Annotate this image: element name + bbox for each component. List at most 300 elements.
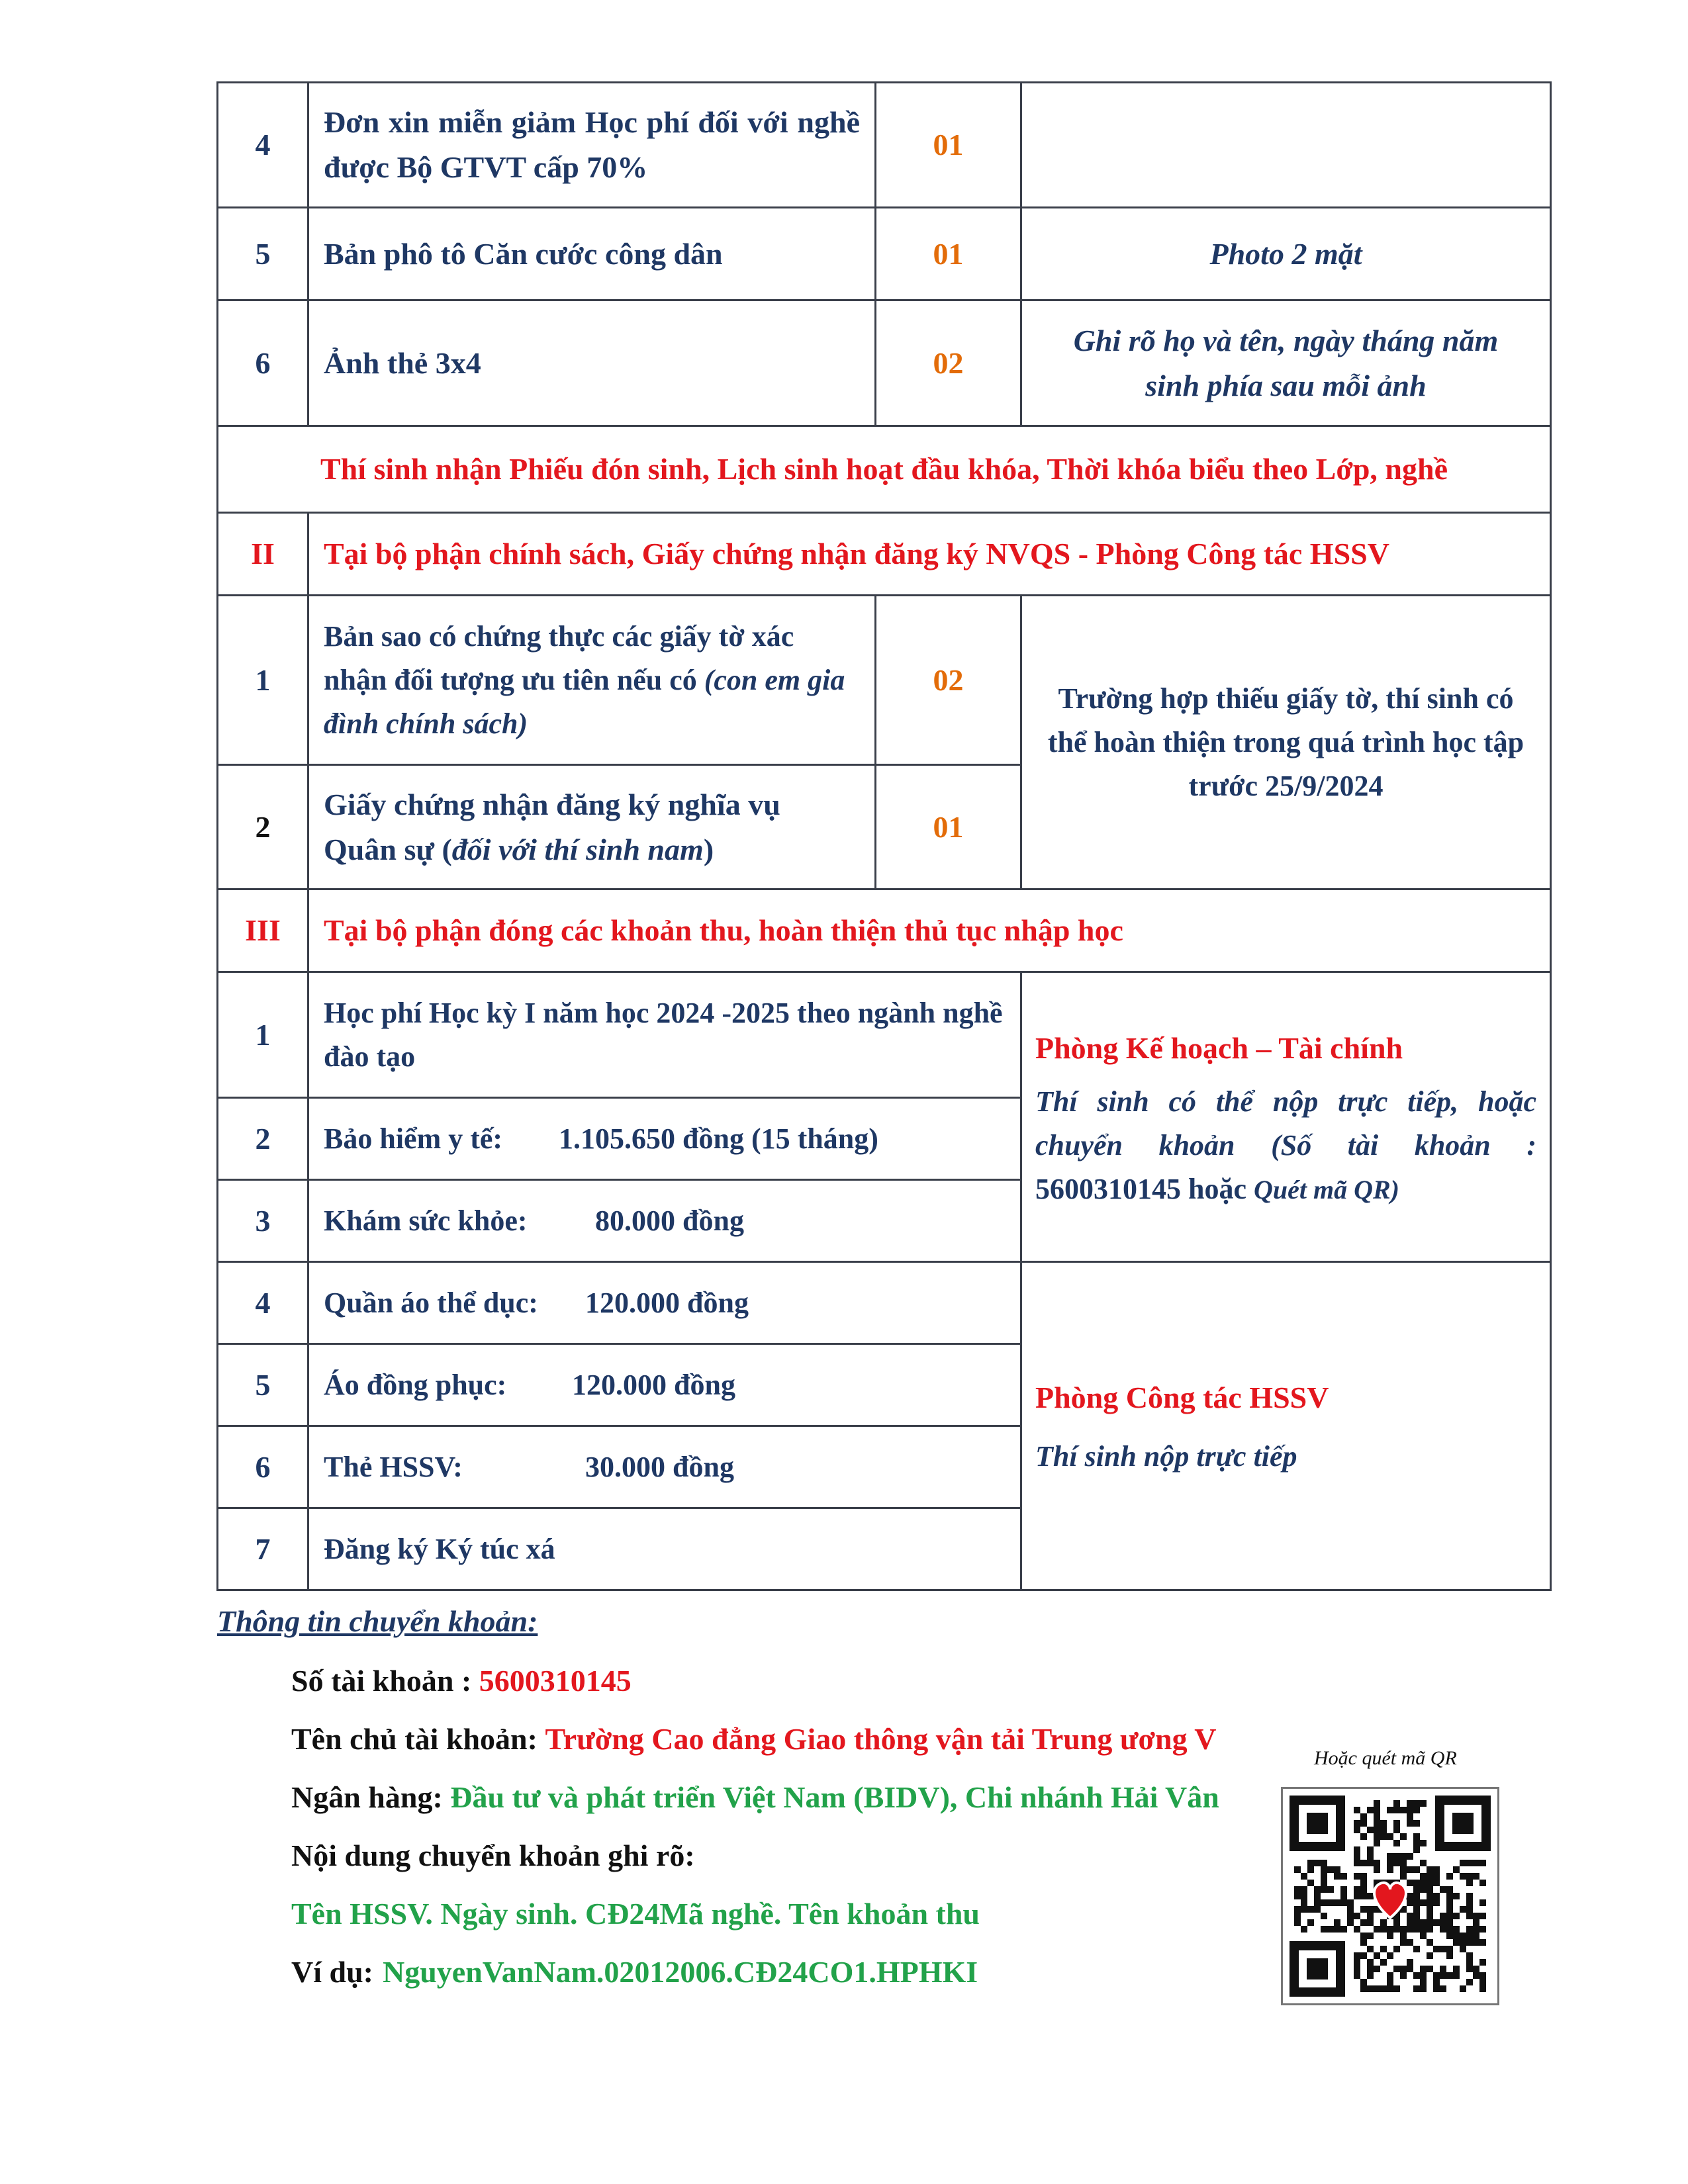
qr-module (1314, 1860, 1321, 1866)
qr-module (1321, 1886, 1327, 1893)
s3-row5-text (307, 1343, 1022, 1427)
qr-module (1327, 1899, 1334, 1906)
qr-module (1413, 1899, 1420, 1906)
example-label: Ví dụ: (291, 1955, 373, 1989)
qr-module (1407, 1926, 1413, 1933)
qr-module (1301, 1873, 1307, 1880)
qr-module (1420, 1933, 1427, 1939)
qr-module (1407, 1919, 1413, 1926)
s2-row2-text-main: Giấy chứng nhận đăng ký nghĩa vụ Quân sự ( (324, 787, 780, 866)
qr-module (1427, 1906, 1433, 1913)
qr-module (1473, 1972, 1479, 1979)
qr-module (1427, 1926, 1433, 1933)
s3-office2-note: Thí sinh nộp trực tiếp (1035, 1440, 1297, 1473)
qr-module (1367, 1860, 1374, 1866)
qr-module (1347, 1919, 1354, 1926)
qr-module (1327, 1886, 1334, 1893)
s3-row2-label: Bảo hiểm y tế: (324, 1122, 503, 1155)
bank-sep: : (432, 1780, 451, 1814)
qr-module (1294, 1893, 1301, 1899)
qr-module (1413, 1846, 1420, 1853)
qr-module (1473, 1939, 1479, 1946)
qr-module (1460, 1860, 1466, 1866)
qr-module (1301, 1926, 1307, 1933)
qr-module (1380, 1820, 1387, 1827)
qr-module (1433, 1946, 1440, 1952)
qr-module (1413, 1800, 1420, 1807)
qr-module (1321, 1860, 1327, 1866)
s3-row6-amount: 30.000 đồng (585, 1450, 734, 1483)
qr-module (1307, 1866, 1314, 1873)
qr-module (1433, 1919, 1440, 1926)
qr-module (1460, 1946, 1466, 1952)
qr-code-image (1281, 1787, 1499, 2005)
s3-office1-note (1035, 1080, 1536, 1212)
qr-module (1367, 1827, 1374, 1833)
qr-module (1427, 1913, 1433, 1919)
qr-module (1479, 1880, 1486, 1886)
s3-row3-amount: 80.000 đồng (595, 1204, 744, 1237)
qr-module (1334, 1873, 1340, 1880)
qr-module (1453, 1926, 1460, 1933)
qr-module (1367, 1893, 1374, 1899)
qr-module (1354, 1860, 1360, 1866)
qr-module (1466, 1966, 1473, 1972)
row5-no: 5 (216, 206, 309, 301)
transfer-owner (291, 1716, 1216, 1762)
qr-module (1367, 1919, 1374, 1926)
qr-module (1400, 1972, 1407, 1979)
qr-module (1354, 1827, 1360, 1833)
qr-module (1354, 1873, 1360, 1880)
qr-module (1314, 1893, 1321, 1899)
qr-module (1393, 1820, 1400, 1827)
qr-module (1400, 1933, 1407, 1939)
qr-module (1387, 1860, 1393, 1866)
qr-module (1334, 1926, 1340, 1933)
qr-module (1387, 1985, 1393, 1992)
qr-module (1413, 1906, 1420, 1913)
qr-module (1420, 1840, 1427, 1846)
qr-module (1347, 1906, 1354, 1913)
qr-module (1413, 1820, 1420, 1827)
qr-module (1347, 1899, 1354, 1906)
s3-row7-no: 7 (216, 1507, 309, 1591)
qr-module (1446, 1952, 1453, 1959)
qr-module (1321, 1880, 1327, 1886)
qr-module (1466, 1899, 1473, 1906)
qr-module (1446, 1919, 1453, 1926)
qr-module (1387, 1952, 1393, 1959)
qr-module (1367, 1807, 1374, 1813)
s2-row1-text-italic: (con em gia đình chính sách) (324, 663, 845, 740)
qr-module (1393, 1985, 1400, 1992)
qr-module (1479, 1860, 1486, 1866)
s2-row2-no: 2 (216, 764, 309, 890)
qr-module (1360, 1886, 1367, 1893)
qr-module (1453, 1966, 1460, 1972)
qr-module (1301, 1886, 1307, 1893)
qr-module (1340, 1886, 1347, 1893)
s3-row4-text (307, 1261, 1022, 1345)
qr-module (1413, 1886, 1420, 1893)
qr-module (1314, 1899, 1321, 1906)
qr-module (1446, 1899, 1453, 1906)
qr-module (1427, 1899, 1433, 1906)
qr-module (1427, 1893, 1433, 1899)
qr-module (1466, 1913, 1473, 1919)
qr-module (1460, 1939, 1466, 1946)
row5-note: Photo 2 mặt (1020, 206, 1552, 301)
qr-module (1301, 1893, 1307, 1899)
qr-module (1354, 1807, 1360, 1813)
qr-module (1446, 1886, 1453, 1893)
qr-module (1440, 1966, 1446, 1972)
s3-office1-note-c: Quét mã QR) (1254, 1175, 1399, 1205)
row4-note (1020, 81, 1552, 208)
example-value: NguyenVanNam.02012006.CĐ24CO1.HPHKI (382, 1955, 978, 1989)
qr-module (1340, 1873, 1347, 1880)
qr-module (1407, 1959, 1413, 1966)
transfer-account (291, 1658, 632, 1704)
s3-row2-no: 2 (216, 1097, 309, 1181)
s2-row2-text-italic: đối với thí sinh nam (451, 832, 704, 866)
row6-note: Ghi rõ họ và tên, ngày tháng năm sinh phía sau mỗi ảnh (1020, 299, 1552, 427)
qr-module (1440, 1985, 1446, 1992)
qr-module (1367, 1966, 1374, 1972)
qr-module (1433, 1893, 1440, 1899)
qr-module (1374, 1820, 1380, 1827)
qr-module (1407, 1820, 1413, 1827)
qr-module (1446, 1913, 1453, 1919)
qr-module (1427, 1880, 1433, 1886)
qr-module (1453, 1972, 1460, 1979)
qr-module (1420, 1800, 1427, 1807)
qr-module (1473, 1873, 1479, 1880)
qr-module (1340, 1899, 1347, 1906)
qr-module (1393, 1966, 1400, 1972)
s3-row6-text (307, 1425, 1022, 1509)
qr-module (1321, 1899, 1327, 1906)
s2-row1-no: 1 (216, 594, 309, 766)
qr-module (1446, 1946, 1453, 1952)
owner-label: Tên chủ tài khoản (291, 1722, 528, 1756)
qr-module (1360, 1906, 1367, 1913)
qr-module (1407, 1807, 1413, 1813)
qr-module (1413, 1840, 1420, 1846)
qr-module (1473, 1966, 1479, 1972)
qr-module (1460, 1873, 1466, 1880)
qr-module (1407, 1866, 1413, 1873)
qr-module (1420, 1886, 1427, 1893)
s3-row3-label: Khám sức khỏe: (324, 1204, 528, 1237)
qr-module (1294, 1886, 1301, 1893)
qr-module (1446, 1893, 1453, 1899)
section3-title: Tại bộ phận đóng các khoản thu, hoàn thiện thủ tục nhập học (307, 888, 1552, 973)
qr-module (1360, 1860, 1367, 1866)
qr-module (1479, 1979, 1486, 1985)
qr-module (1374, 1952, 1380, 1959)
qr-module (1354, 1959, 1360, 1966)
qr-module (1367, 1946, 1374, 1952)
qr-module (1380, 1985, 1387, 1992)
row6-qty: 02 (874, 299, 1022, 427)
s3-row7-text: Đăng ký Ký túc xá (307, 1507, 1022, 1591)
qr-module (1466, 1873, 1473, 1880)
s3-row2-amount: 1.105.650 đồng (15 tháng) (559, 1122, 878, 1155)
qr-module (1440, 1946, 1446, 1952)
qr-module (1453, 1913, 1460, 1919)
qr-module (1413, 1833, 1420, 1840)
qr-module (1466, 1939, 1473, 1946)
s2-row2-text-end: ) (703, 832, 714, 866)
qr-module (1354, 1893, 1360, 1899)
s3-office2-cell (1020, 1261, 1552, 1591)
qr-module (1354, 1886, 1360, 1893)
s3-row5-amount: 120.000 đồng (572, 1368, 735, 1401)
qr-module (1374, 1833, 1380, 1840)
qr-module (1354, 1853, 1360, 1860)
qr-module (1433, 1985, 1440, 1992)
row4-text: Đơn xin miễn giảm Học phí đối với nghề được Bộ GTVT cấp 70% (307, 81, 876, 208)
qr-module (1420, 1985, 1427, 1992)
qr-module (1413, 1866, 1420, 1873)
qr-module (1433, 1873, 1440, 1880)
s3-row5-label: Áo đồng phục: (324, 1368, 507, 1401)
qr-module (1387, 1979, 1393, 1985)
qr-module (1360, 1933, 1367, 1939)
qr-module (1413, 1985, 1420, 1992)
s3-row6-no: 6 (216, 1425, 309, 1509)
qr-module (1479, 1913, 1486, 1919)
section3-roman: III (216, 888, 309, 973)
qr-module (1413, 1972, 1420, 1979)
qr-module (1374, 1827, 1380, 1833)
qr-module (1387, 1926, 1393, 1933)
qr-module (1420, 1926, 1427, 1933)
qr-module (1360, 1939, 1367, 1946)
qr-module (1387, 1853, 1393, 1860)
qr-module (1466, 1952, 1473, 1959)
qr-module (1433, 1899, 1440, 1906)
s3-row3-text (307, 1179, 1022, 1263)
qr-module (1420, 1979, 1427, 1985)
qr-module (1327, 1866, 1334, 1873)
section2-title: Tại bộ phận chính sách, Giấy chứng nhận đăng ký NVQS - Phòng Công tác HSSV (307, 512, 1552, 596)
s2-row1-text (307, 594, 876, 766)
transfer-content-label: Nội dung chuyển khoản ghi rõ: (291, 1839, 695, 1872)
qr-module (1473, 1933, 1479, 1939)
owner-sep: : (527, 1722, 545, 1756)
qr-module (1393, 1860, 1400, 1866)
s2-row2-text (307, 764, 876, 890)
row4-no: 4 (216, 81, 309, 208)
qr-module (1380, 1946, 1387, 1952)
qr-module (1413, 1913, 1420, 1919)
account-label: Số tài khoản (291, 1664, 454, 1698)
qr-module (1374, 1840, 1380, 1846)
qr-module (1420, 1966, 1427, 1972)
bank-label: Ngân hàng (291, 1780, 433, 1814)
qr-module (1354, 1820, 1360, 1827)
qr-module (1321, 1913, 1327, 1919)
qr-module (1374, 1966, 1380, 1972)
qr-module (1307, 1860, 1314, 1866)
qr-module (1354, 1926, 1360, 1933)
qr-module (1427, 1939, 1433, 1946)
qr-module (1367, 1846, 1374, 1853)
transfer-example (291, 1949, 978, 1995)
qr-code-icon (1283, 1789, 1497, 2003)
qr-module (1340, 1893, 1347, 1899)
qr-module (1433, 1866, 1440, 1873)
qr-module (1400, 1873, 1407, 1880)
row5-qty: 01 (874, 206, 1022, 301)
qr-module (1400, 1966, 1407, 1972)
qr-module (1427, 1866, 1433, 1873)
qr-module (1294, 1919, 1301, 1926)
qr-module (1466, 1959, 1473, 1966)
qr-module (1367, 1913, 1374, 1919)
qr-module (1466, 1979, 1473, 1985)
qr-module (1314, 1886, 1321, 1893)
qr-module (1460, 1933, 1466, 1939)
qr-module (1446, 1926, 1453, 1933)
qr-module (1413, 1893, 1420, 1899)
qr-module (1473, 1913, 1479, 1919)
qr-module (1446, 1933, 1453, 1939)
qr-module (1446, 1906, 1453, 1913)
qr-module (1380, 1919, 1387, 1926)
notice-row: Thí sinh nhận Phiếu đón sinh, Lịch sinh hoạt đầu khóa, Thời khóa biểu theo Lớp, nghề (216, 425, 1552, 514)
qr-module (1307, 1880, 1314, 1886)
qr-module (1413, 1946, 1420, 1952)
qr-module (1420, 1919, 1427, 1926)
qr-module (1479, 1959, 1486, 1966)
account-value: 5600310145 (479, 1664, 632, 1698)
qr-module (1367, 1959, 1374, 1966)
qr-module (1393, 1800, 1400, 1807)
qr-module (1460, 1906, 1466, 1913)
qr-module (1367, 1972, 1374, 1979)
qr-module (1413, 1880, 1420, 1886)
qr-caption: Hoặc quét mã QR (1314, 1747, 1457, 1769)
qr-module (1321, 1866, 1327, 1873)
qr-module (1413, 1926, 1420, 1933)
qr-module (1374, 1800, 1380, 1807)
qr-module (1367, 1906, 1374, 1913)
s2-note: Trường hợp thiếu giấy tờ, thí sinh có thể hoàn thiện trong quá trình học tập trước 25/9/2024 (1020, 594, 1552, 890)
qr-module (1393, 1946, 1400, 1952)
qr-module (1473, 1919, 1479, 1926)
qr-module (1427, 1952, 1433, 1959)
qr-module (1387, 1833, 1393, 1840)
qr-module (1360, 1820, 1367, 1827)
qr-module (1367, 1853, 1374, 1860)
section2-roman: II (216, 512, 309, 596)
qr-module (1387, 1807, 1393, 1813)
qr-module (1380, 1827, 1387, 1833)
qr-module (1374, 1926, 1380, 1933)
qr-module (1466, 1880, 1473, 1886)
s3-row1-no: 1 (216, 971, 309, 1099)
qr-module (1360, 1880, 1367, 1886)
qr-module (1466, 1926, 1473, 1933)
qr-module (1307, 1906, 1314, 1913)
s3-office1-note-a: Thí sinh có thể nộp trực tiếp, hoặc chuyển khoản (Số tài khoản : (1035, 1085, 1536, 1161)
qr-module (1301, 1906, 1307, 1913)
qr-module (1334, 1866, 1340, 1873)
qr-module (1466, 1906, 1473, 1913)
qr-module (1400, 1807, 1407, 1813)
qr-module (1420, 1899, 1427, 1906)
account-sep: : (453, 1664, 479, 1698)
qr-module (1427, 1919, 1433, 1926)
s2-row1-qty: 02 (874, 594, 1022, 766)
s3-row4-label: Quần áo thể dục: (324, 1286, 538, 1319)
qr-module (1407, 1939, 1413, 1946)
qr-module (1479, 1972, 1486, 1979)
qr-module (1407, 1853, 1413, 1860)
qr-module (1307, 1919, 1314, 1926)
qr-module (1374, 1860, 1380, 1866)
qr-module (1453, 1866, 1460, 1873)
qr-module (1387, 1972, 1393, 1979)
row6-text: Ảnh thẻ 3x4 (307, 299, 876, 427)
qr-module (1446, 1972, 1453, 1979)
qr-module (1387, 1933, 1393, 1939)
qr-module (1420, 1880, 1427, 1886)
qr-module (1321, 1873, 1327, 1880)
qr-module (1433, 1972, 1440, 1979)
owner-value: Trường Cao đẳng Giao thông vận tải Trung ương V (545, 1722, 1217, 1756)
qr-module (1400, 1853, 1407, 1860)
qr-module (1340, 1926, 1347, 1933)
qr-module (1334, 1899, 1340, 1906)
qr-module (1407, 1880, 1413, 1886)
qr-module (1354, 1972, 1360, 1979)
qr-module (1400, 1866, 1407, 1873)
qr-module (1407, 1966, 1413, 1972)
qr-module (1479, 1985, 1486, 1992)
qr-module (1479, 1939, 1486, 1946)
qr-module (1360, 1985, 1367, 1992)
qr-module (1354, 1966, 1360, 1972)
qr-module (1294, 1866, 1301, 1873)
qr-module (1360, 1873, 1367, 1880)
qr-module (1393, 1807, 1400, 1813)
transfer-bank (291, 1774, 1219, 1821)
s3-row6-label: Thẻ HSSV: (324, 1450, 463, 1483)
qr-module (1440, 1919, 1446, 1926)
s3-office1-cell (1020, 971, 1552, 1263)
s3-row4-no: 4 (216, 1261, 309, 1345)
s3-row5-no: 5 (216, 1343, 309, 1427)
qr-module (1393, 1926, 1400, 1933)
qr-module (1433, 1880, 1440, 1886)
qr-module (1400, 1939, 1407, 1946)
qr-module (1321, 1926, 1327, 1933)
bank-value: Đầu tư và phát triển Việt Nam (BIDV), Chi nhánh Hải Vân (450, 1780, 1219, 1814)
s3-row2-text (307, 1097, 1022, 1181)
qr-module (1294, 1913, 1301, 1919)
s3-office1-name: Phòng Kế hoạch – Tài chính (1035, 1031, 1403, 1065)
qr-module (1360, 1833, 1367, 1840)
qr-module (1453, 1939, 1460, 1946)
qr-module (1427, 1873, 1433, 1880)
qr-module (1440, 1886, 1446, 1893)
s3-office2-name: Phòng Công tác HSSV (1035, 1381, 1329, 1414)
